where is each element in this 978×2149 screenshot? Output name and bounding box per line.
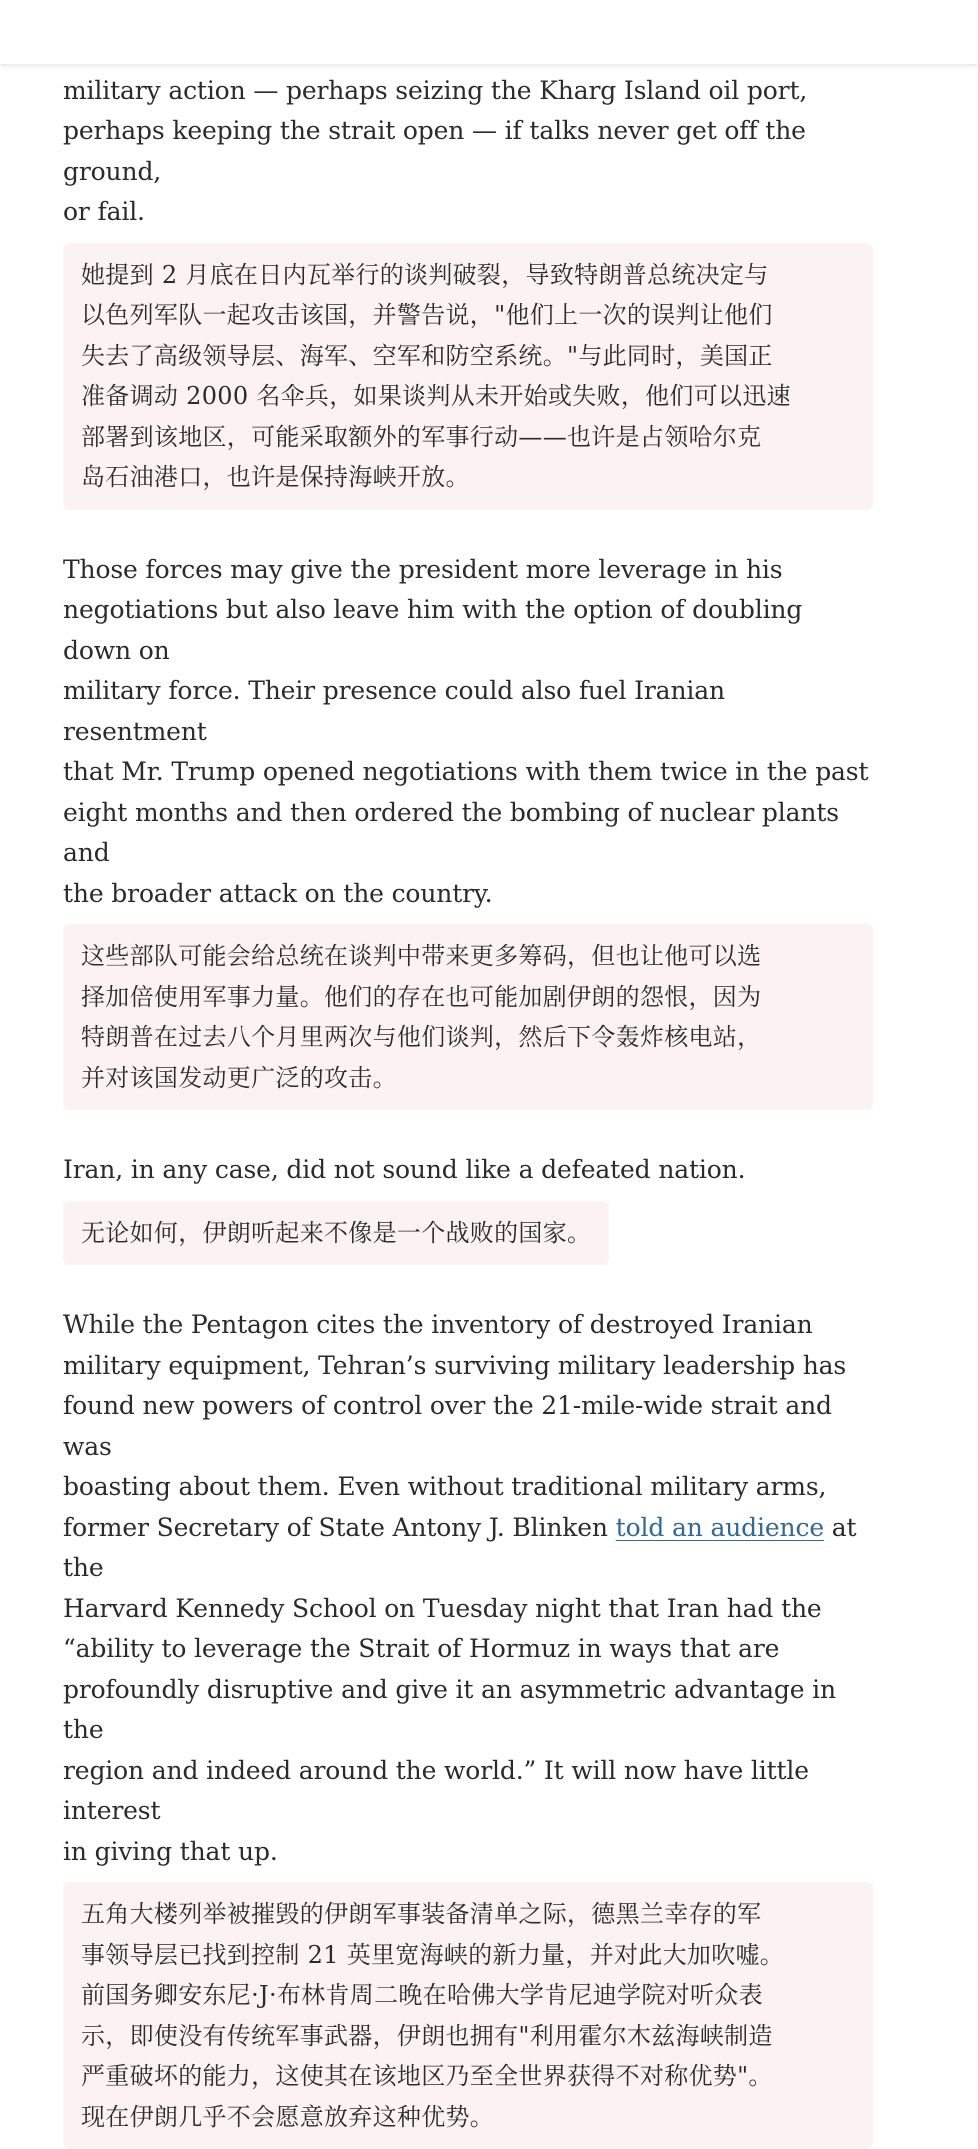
line: 前国务卿安东尼·J·布林肯周二晚在哈佛大学肯尼迪学院对听众表 bbox=[81, 1981, 763, 2009]
line: found new powers of control over the 21-mile-wide strait and was bbox=[63, 1391, 832, 1461]
line: 择加倍使用军事力量。他们的存在也可能加剧伊朗的怨恨，因为 bbox=[81, 982, 762, 1011]
line: 并对该国发动更广泛的攻击。 bbox=[81, 1063, 397, 1092]
line: region and indeed around the world.” It will now have little interest bbox=[63, 1755, 809, 1825]
line: 失去了高级领导层、海军、空军和防空系统。"与此同时，美国正 bbox=[81, 341, 773, 370]
line: 现在伊朗几乎不会愿意放弃这种优势。 bbox=[81, 2102, 495, 2131]
line: negotiations but also leave him with the option of doubling down on bbox=[63, 595, 803, 665]
told-an-audience-link[interactable]: told an audience bbox=[615, 1512, 824, 1542]
line: 岛石油港口，也许是保持海峡开放。 bbox=[81, 463, 470, 491]
line: 事领导层已找到控制 21 英里宽海峡的新力量，并对此大加吹嘘。 bbox=[81, 1940, 785, 1969]
paragraph-en-3 bbox=[63, 1150, 873, 1191]
line: “ability to leverage the Strait of Hormuz in ways that are bbox=[63, 1634, 780, 1663]
paragraph-en-4 bbox=[63, 1305, 873, 1872]
line: While the Pentagon cites the inventory of destroyed Iranian bbox=[63, 1310, 813, 1339]
translation-zh-1 bbox=[63, 243, 873, 510]
translation-zh-2 bbox=[63, 924, 873, 1110]
line: 准备调动 2000 名伞兵，如果谈判从未开始或失败，他们可以迅速 bbox=[81, 382, 791, 410]
line: 部署到该地区，可能采取额外的军事行动——也许是占领哈尔克 bbox=[81, 422, 762, 451]
line-with-link bbox=[63, 1508, 873, 1589]
line-suffix: at the bbox=[63, 1512, 857, 1582]
line: the broader attack on the country. bbox=[63, 878, 493, 908]
line: 这些部队可能会给总统在谈判中带来更多筹码，但也让他可以选 bbox=[81, 942, 762, 970]
paragraph-en-2 bbox=[63, 550, 873, 915]
line: 她提到 2 月底在日内瓦举行的谈判破裂，导致特朗普总统决定与 bbox=[81, 260, 769, 289]
article-body bbox=[63, 30, 873, 2149]
line: 无论如何，伊朗听起来不像是一个战败的国家。 bbox=[81, 1218, 592, 1247]
line: boasting about them. Even without traditional military arms, bbox=[63, 1472, 827, 1501]
line: in giving that up. bbox=[63, 1836, 278, 1866]
line: that Mr. Trump opened negotiations with them twice in the past bbox=[63, 757, 869, 786]
line: Harvard Kennedy School on Tuesday night that Iran had the bbox=[63, 1593, 822, 1623]
line-prefix: former Secretary of State Antony J. Blinken bbox=[63, 1512, 616, 1542]
line: eight months and then ordered the bombing of nuclear plants and bbox=[63, 797, 839, 867]
line: 五角大楼列举被摧毁的伊朗军事装备清单之际，德黑兰幸存的军 bbox=[81, 1900, 762, 1928]
line: 以色列军队一起攻击该国，并警告说，"他们上一次的误判让他们 bbox=[81, 301, 773, 329]
line: perhaps keeping the strait open — if talks never get off the ground, bbox=[63, 116, 806, 186]
translation-zh-3 bbox=[63, 1201, 609, 1266]
translation-zh-4 bbox=[63, 1882, 873, 2149]
line: 特朗普在过去八个月里两次与他们谈判，然后下令轰炸核电站， bbox=[81, 1023, 762, 1051]
top-app-bar bbox=[0, 0, 978, 64]
line: 示，即使没有传统军事武器，伊朗也拥有"利用霍尔木兹海峡制造 bbox=[81, 2021, 773, 2050]
line: Iran, in any case, did not sound like a defeated nation. bbox=[63, 1155, 746, 1184]
line: Those forces may give the president more leverage in his bbox=[63, 554, 783, 584]
line: or fail. bbox=[63, 197, 145, 226]
line: 严重破坏的能力，这使其在该地区乃至全世界获得不对称优势"。 bbox=[81, 2062, 773, 2090]
line: profoundly disruptive and give it an asymmetric advantage in the bbox=[63, 1674, 836, 1744]
line: military equipment, Tehran’s surviving military leadership has bbox=[63, 1350, 847, 1380]
line: military action — perhaps seizing the Kharg Island oil port, bbox=[63, 75, 808, 105]
line: military force. Their presence could also fuel Iranian resentment bbox=[63, 676, 725, 746]
